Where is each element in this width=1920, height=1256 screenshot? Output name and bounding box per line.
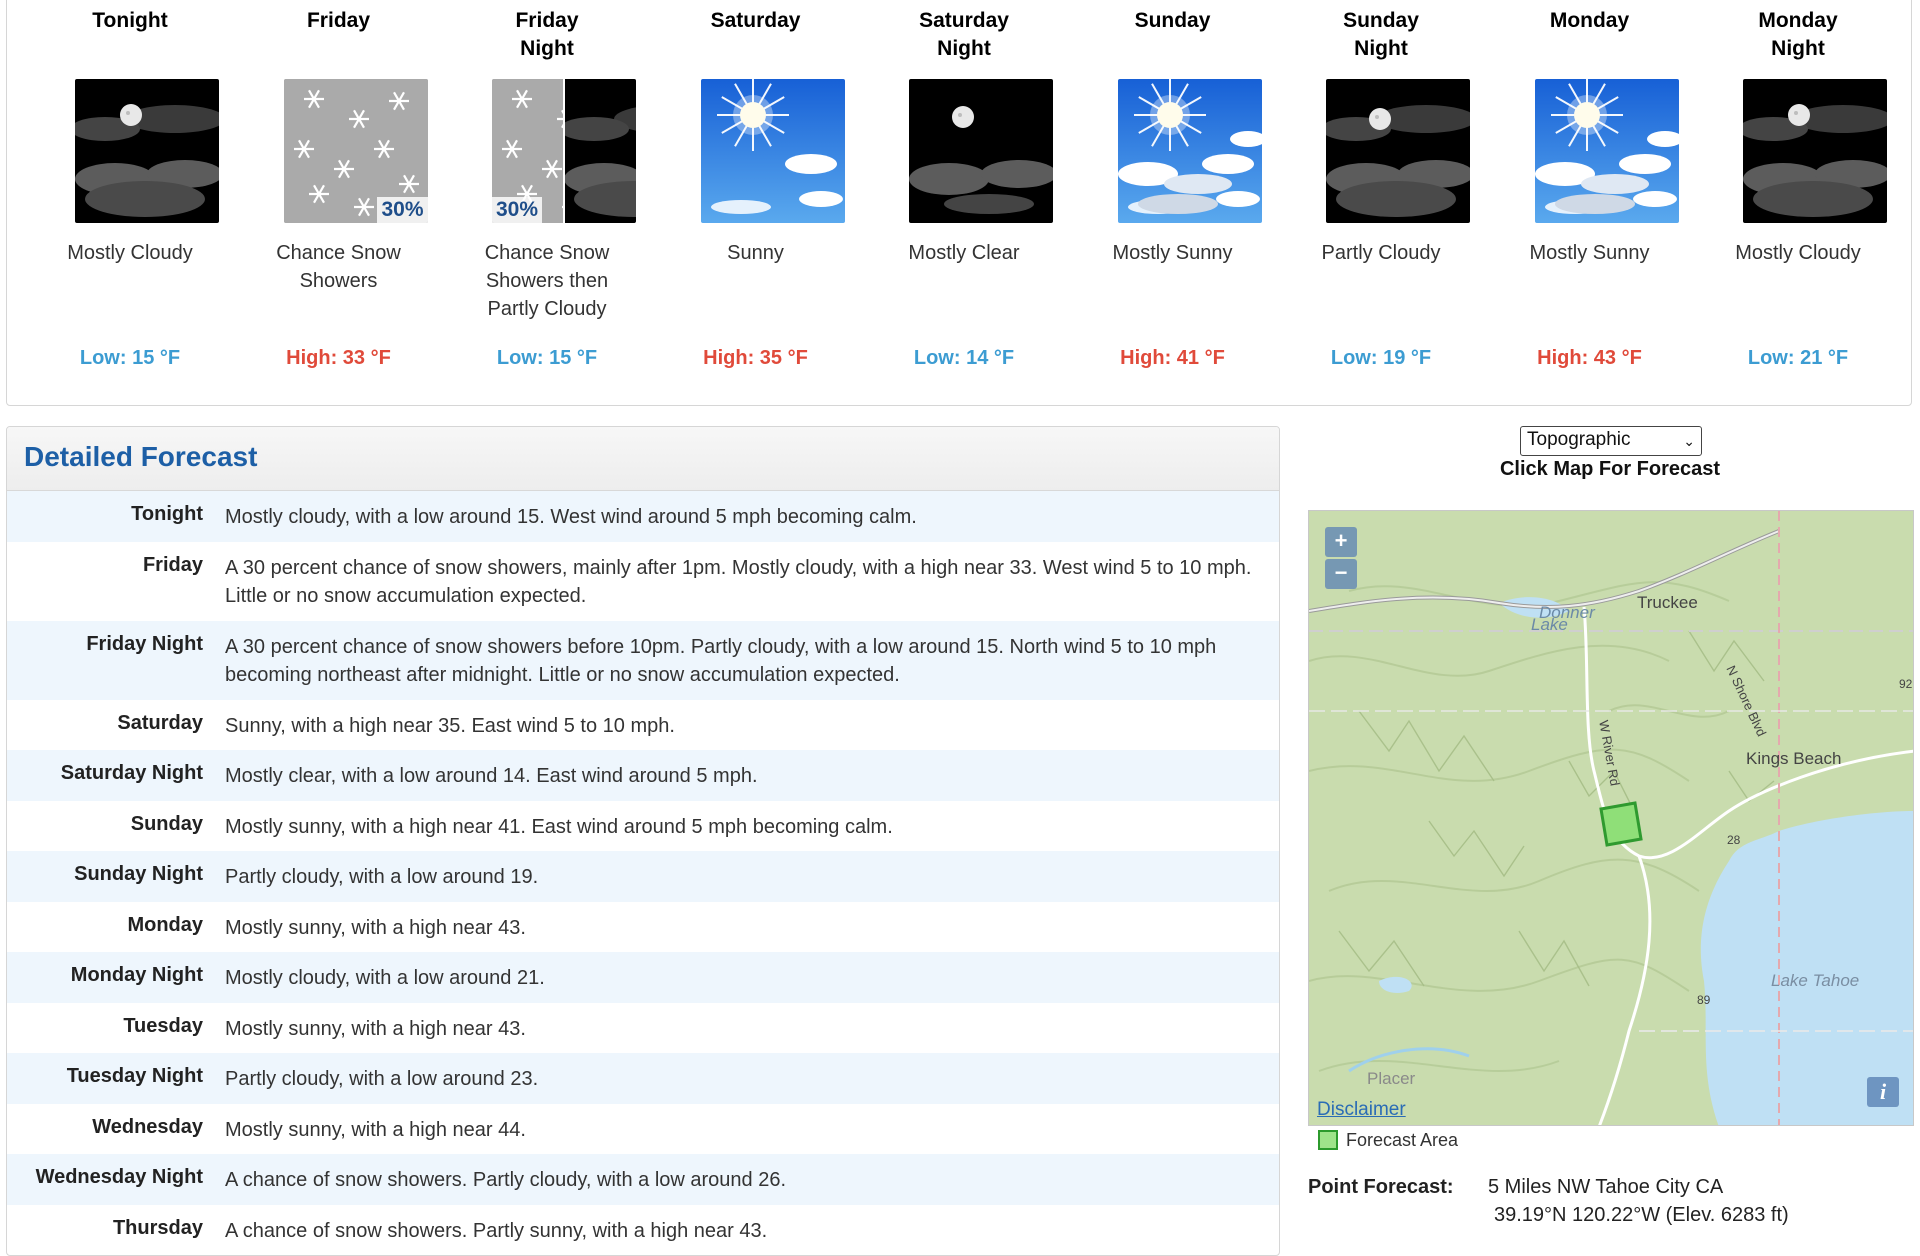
forecast-row-label: Friday Night: [86, 632, 203, 655]
zoom-out-button[interactable]: −: [1325, 559, 1357, 589]
seven-day-forecast: [6, 0, 1912, 406]
forecast-row: [7, 1205, 1280, 1256]
map-legend: [1318, 1130, 1458, 1151]
point-forecast-coords: 39.19°N 120.22°W (Elev. 6283 ft): [1494, 1204, 1789, 1226]
snow-showers-icon[interactable]: [284, 79, 428, 223]
low-temperature: Low: 15 °F: [496, 347, 598, 369]
forecast-row-text: A 30 percent chance of snow showers, mainly after 1pm. Mostly cloudy, with a high near 33. West wind 5 to 10 mph. Little or no snow accumulation expected.: [225, 556, 1252, 607]
short-description-line-2: Showers then: [485, 270, 609, 292]
forecast-row: [7, 1003, 1280, 1054]
legend-label: Forecast Area: [1346, 1130, 1459, 1150]
period-name-line-2: [236, 35, 442, 63]
forecast-row-text: A chance of snow showers. Partly sunny, with a high near 43.: [225, 1219, 768, 1242]
click-map-hint: Click Map For Forecast: [1499, 458, 1721, 480]
short-description: [653, 239, 859, 267]
forecast-row-text: Mostly cloudy, with a low around 15. West wind around 5 mph becoming calm.: [225, 506, 917, 528]
short-description: [1278, 239, 1484, 267]
point-forecast-place: 5 Miles NW Tahoe City CA: [1488, 1176, 1724, 1198]
short-description-line-1: Partly Cloudy: [1321, 242, 1441, 264]
map-label-placer: Placer: [1367, 1069, 1416, 1088]
low-temperature: Low: 21 °F: [1747, 347, 1849, 369]
map-label-kings-beach: Kings Beach: [1746, 749, 1842, 768]
period-name-line-1: Friday: [515, 9, 579, 32]
period-name-line-2: [27, 35, 233, 63]
forecast-row-label: Monday Night: [70, 964, 203, 986]
short-description-line-1: Sunny: [727, 242, 784, 264]
forecast-row-text: A chance of snow showers. Partly cloudy, with a low around 26.: [225, 1169, 787, 1191]
forecast-row-label: Saturday Night: [60, 762, 203, 784]
zoom-in-button[interactable]: +: [1325, 527, 1357, 557]
snow-then-partly-cloudy-night-icon[interactable]: [492, 79, 636, 223]
forecast-row-text: Mostly sunny, with a high near 44.: [225, 1118, 526, 1141]
period-name-line-1: Saturday: [919, 9, 1009, 32]
period-name: [27, 7, 233, 63]
chevron-down-icon: ⌄: [1683, 433, 1695, 449]
forecast-row-text: Mostly sunny, with a high near 43.: [225, 916, 526, 939]
high-temperature: High: 43 °F: [1537, 347, 1642, 369]
short-description-line-3: Partly Cloudy: [487, 298, 607, 320]
period-name-line-1: Tonight: [92, 9, 168, 32]
night-mostly-cloudy-icon[interactable]: [75, 79, 219, 223]
forecast-row: [7, 700, 1280, 751]
short-description: [1487, 239, 1693, 267]
night-mostly-cloudy-icon[interactable]: [1743, 79, 1887, 223]
forecast-row-label: Thursday: [112, 1216, 203, 1239]
short-description: [1070, 239, 1276, 267]
map-label-lake-tahoe: Lake Tahoe: [1771, 971, 1860, 990]
period-name: [236, 7, 442, 63]
short-description: [236, 239, 442, 295]
forecast-row-label: Tuesday Night: [66, 1065, 203, 1087]
detailed-forecast-title: Detailed Forecast: [24, 441, 258, 472]
forecast-row-text: Mostly clear, with a low around 14. East wind around 5 mph.: [225, 765, 758, 787]
point-forecast-label: Point Forecast:: [1308, 1176, 1454, 1198]
sunny-icon[interactable]: [701, 79, 845, 223]
period-name-line-1: Friday: [306, 9, 371, 32]
high-temperature: High: 35 °F: [703, 347, 808, 369]
forecast-row-label: Monday: [127, 913, 203, 936]
short-description: [27, 239, 233, 267]
forecast-row: [7, 1053, 1280, 1104]
forecast-row-label: Tonight: [131, 503, 203, 525]
forecast-row: [7, 542, 1280, 621]
period-name: [861, 7, 1067, 63]
forecast-row-label: Wednesday Night: [35, 1166, 203, 1188]
period-name-line-2: Night: [937, 37, 991, 60]
low-temperature: Low: 19 °F: [1330, 347, 1432, 369]
low-temperature: Low: 15 °F: [79, 347, 181, 369]
forecast-row: [7, 952, 1280, 1003]
forecast-map[interactable]: [1308, 510, 1914, 1126]
short-description-line-1: Mostly Sunny: [1529, 242, 1650, 264]
period-name-line-1: Sunday: [1343, 9, 1419, 32]
short-description-line-1: Chance Snow: [276, 242, 401, 264]
period-name-line-2: Night: [520, 37, 574, 60]
forecast-row-label: Wednesday: [92, 1115, 203, 1138]
short-description-line-1: Mostly Clear: [908, 242, 1020, 264]
short-description-line-1: Mostly Cloudy: [1735, 242, 1861, 264]
period-name: [1278, 7, 1484, 63]
map-layer-selected: Topographic: [1527, 429, 1631, 450]
forecast-row-label: Saturday: [117, 711, 203, 734]
info-button[interactable]: i: [1867, 1077, 1899, 1107]
map-label-donner-lake: Lake: [1531, 615, 1568, 634]
mostly-sunny-icon[interactable]: [1118, 79, 1262, 223]
period-name: [1070, 7, 1276, 63]
detailed-forecast-panel: [6, 426, 1280, 1256]
period-name-line-2: Night: [1354, 37, 1408, 60]
map-label-route-28: 28: [1727, 833, 1741, 847]
period-name-line-2: [1487, 35, 1693, 63]
forecast-area-swatch: [1318, 1130, 1338, 1150]
mostly-sunny-icon[interactable]: [1535, 79, 1679, 223]
forecast-row-text: A 30 percent chance of snow showers before 10pm. Partly cloudy, with a low around 15. North wind 5 to 10 mph becoming northeast after midnight. Little or no snow accumulation expected.: [225, 635, 1217, 686]
short-description-line-1: Mostly Cloudy: [67, 242, 193, 264]
high-temperature: High: 41 °F: [1120, 347, 1225, 369]
forecast-row: [7, 801, 1280, 852]
map-label-n-shore-blvd: N Shore Blvd: [1723, 663, 1770, 739]
map-label-w-river-rd: W River Rd: [1596, 719, 1623, 788]
forecast-row: [7, 750, 1280, 801]
period-name-line-2: Night: [1771, 37, 1825, 60]
period-name: [653, 7, 859, 63]
short-description-line-2: Showers: [299, 270, 378, 292]
short-description: [1695, 239, 1901, 267]
forecast-row-text: Partly cloudy, with a low around 19.: [225, 866, 539, 888]
forecast-row: [7, 621, 1280, 700]
forecast-row: [7, 491, 1280, 542]
period-name: [444, 7, 650, 63]
forecast-row-label: Friday: [142, 553, 203, 576]
forecast-row: [7, 902, 1280, 953]
detailed-forecast-header: [7, 427, 1279, 491]
forecast-row-text: Mostly sunny, with a high near 41. East wind around 5 mph becoming calm.: [225, 815, 893, 838]
period-name-line-2: [653, 35, 859, 63]
forecast-row: [7, 1154, 1280, 1205]
period-name-line-2: [1070, 35, 1276, 63]
map-label-route-89: 89: [1697, 993, 1711, 1007]
period-name-line-1: Monday: [1549, 9, 1630, 32]
map-terrain: [1309, 511, 1914, 1126]
map-label-truckee: Truckee: [1637, 593, 1698, 612]
forecast-row: [7, 1104, 1280, 1155]
forecast-area-marker: [1601, 803, 1641, 845]
period-name-line-1: Saturday: [710, 9, 801, 32]
precip-chance-badge: 30%: [492, 197, 542, 223]
forecast-row-text: Partly cloudy, with a low around 23.: [225, 1068, 539, 1090]
map-label-donner: Donner: [1539, 603, 1595, 622]
period-name: [1695, 7, 1901, 63]
night-mostly-clear-icon[interactable]: [909, 79, 1053, 223]
forecast-row-text: Sunny, with a high near 35. East wind 5 to 10 mph.: [225, 714, 675, 737]
precip-chance-badge: 30%: [377, 197, 427, 223]
short-description-line-1: Mostly Sunny: [1112, 242, 1233, 264]
map-label-route-92: 92: [1899, 677, 1913, 691]
forecast-row-text: Mostly sunny, with a high near 43.: [225, 1017, 526, 1040]
short-description-line-1: Chance Snow: [484, 242, 610, 264]
period-name-line-1: Monday: [1758, 9, 1838, 32]
forecast-row-label: Sunday Night: [74, 863, 203, 885]
low-temperature: Low: 14 °F: [913, 347, 1015, 369]
period-name-line-1: Sunday: [1134, 9, 1211, 32]
disclaimer-link[interactable]: Disclaimer: [1317, 1099, 1406, 1120]
short-description: [861, 239, 1067, 267]
forecast-row: [7, 851, 1280, 902]
forecast-row-label: Sunday: [130, 812, 203, 835]
high-temperature: High: 33 °F: [286, 347, 391, 369]
map-layer-select[interactable]: [1520, 426, 1702, 456]
night-partly-cloudy-icon[interactable]: [1326, 79, 1470, 223]
forecast-row-label: Tuesday: [123, 1014, 203, 1037]
period-name: [1487, 7, 1693, 63]
short-description: [444, 239, 650, 323]
forecast-row-text: Mostly cloudy, with a low around 21.: [225, 967, 545, 989]
